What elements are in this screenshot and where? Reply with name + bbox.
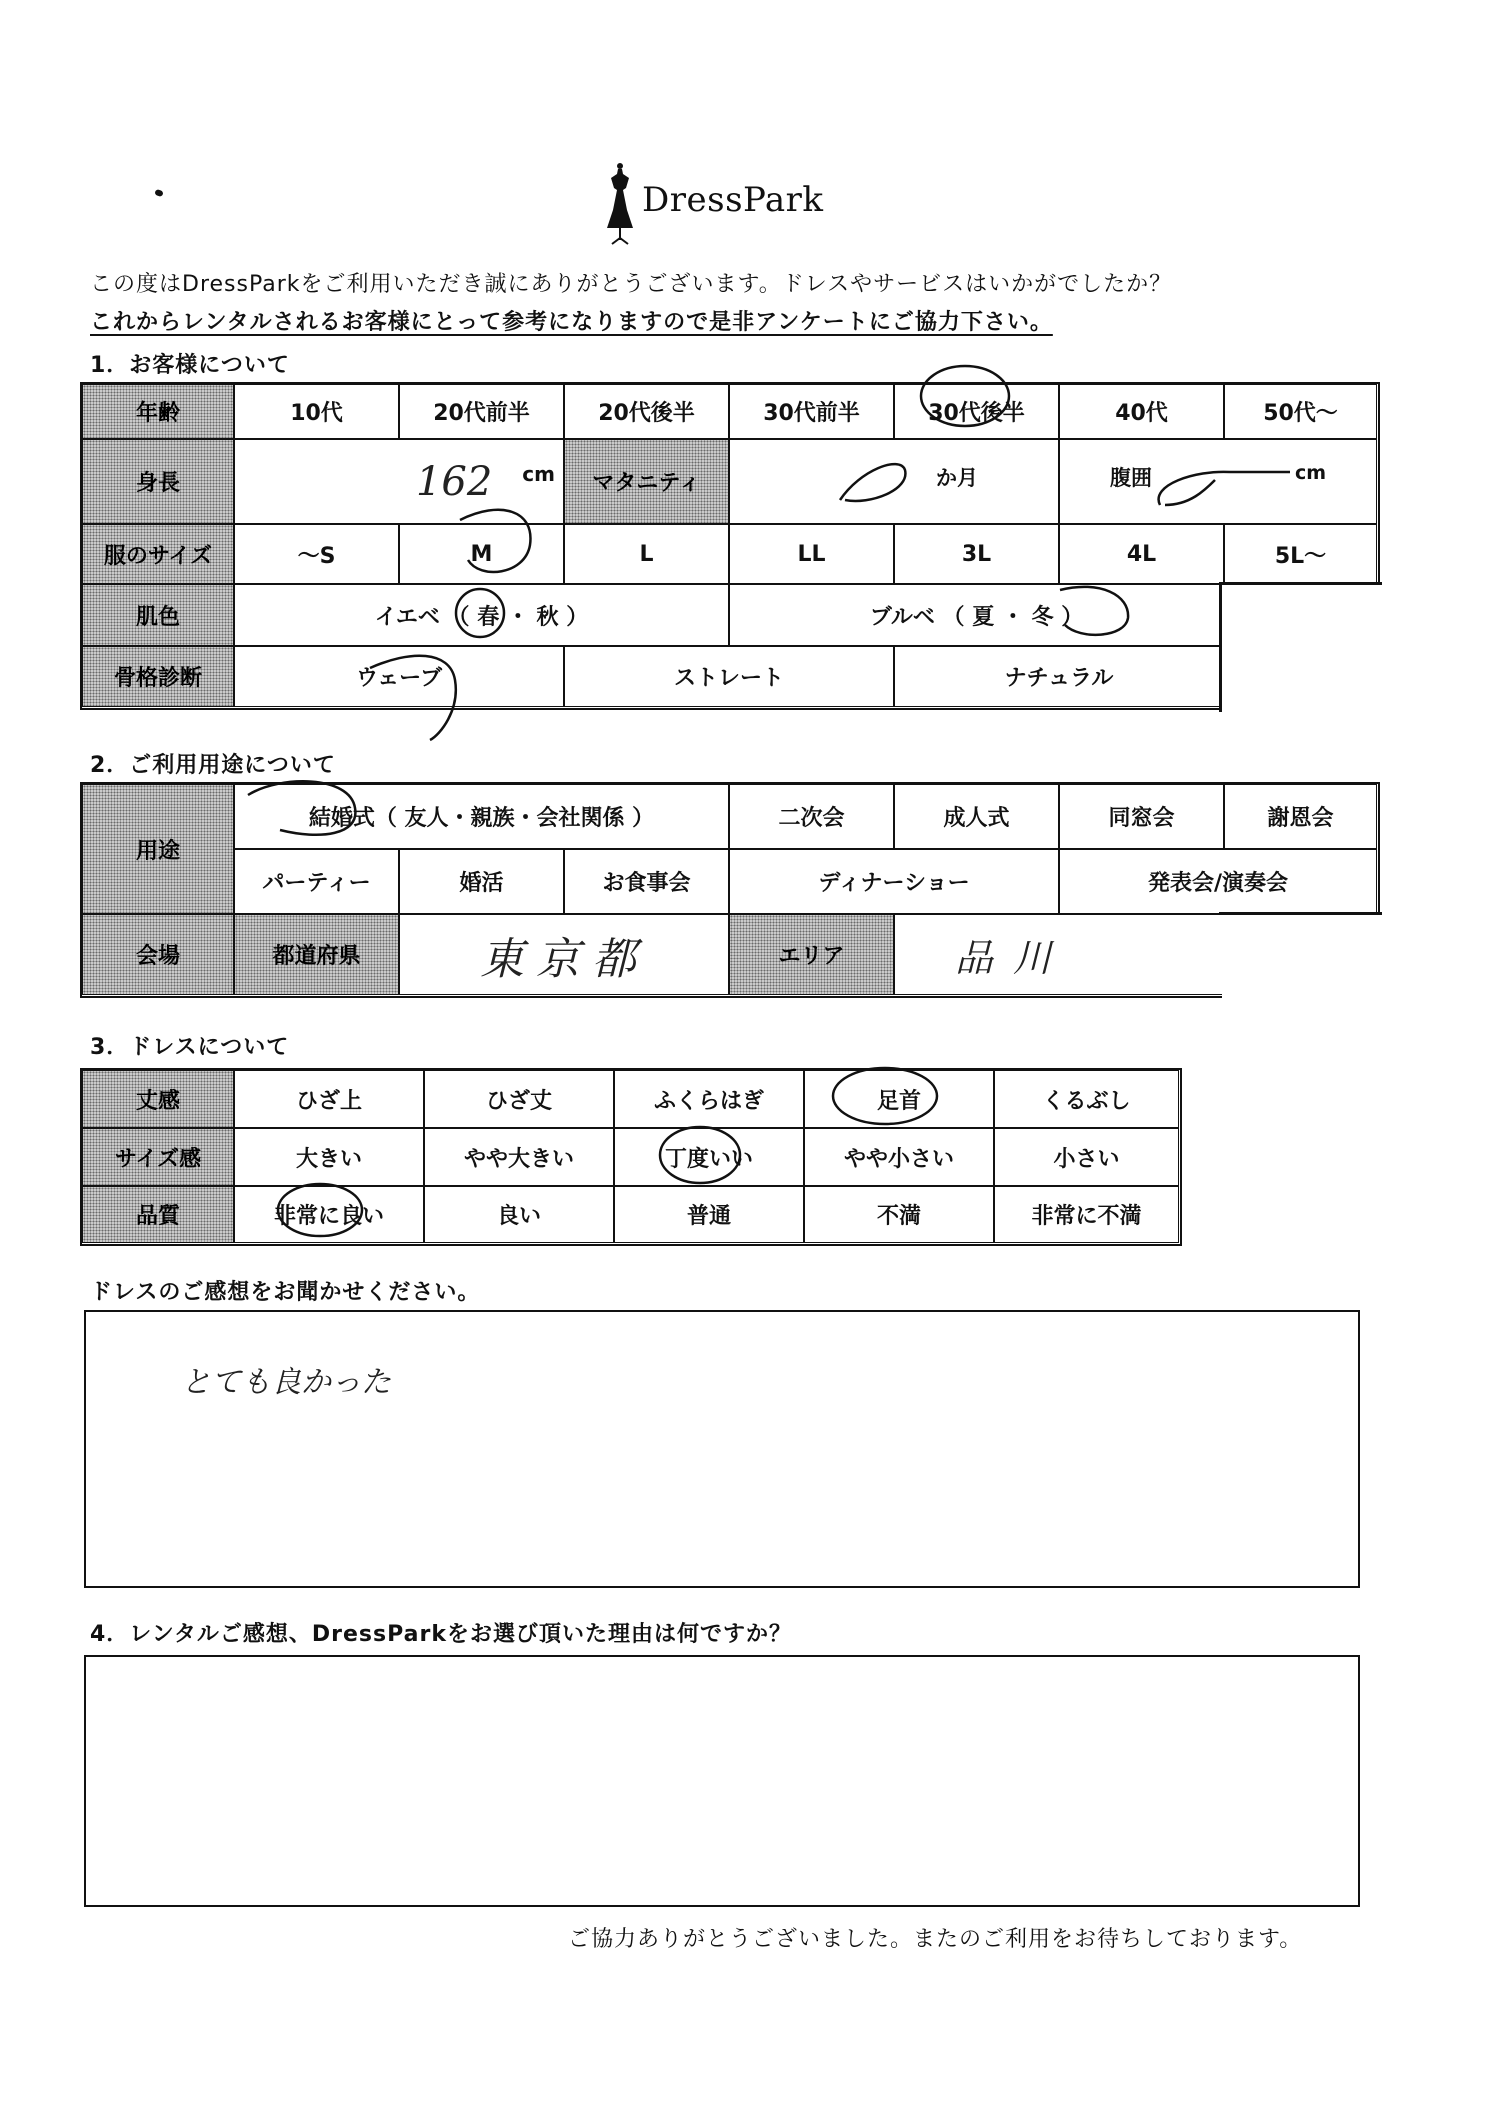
purpose-table bbox=[80, 782, 1380, 998]
quality-label: 品質 bbox=[82, 1186, 234, 1243]
frame-label: 骨格診断 bbox=[82, 646, 234, 707]
length-option[interactable]: ひざ丈 bbox=[424, 1070, 614, 1128]
purpose-option[interactable]: 婚活 bbox=[399, 849, 564, 914]
table-edge bbox=[1219, 912, 1382, 915]
height-label: 身長 bbox=[82, 439, 234, 524]
purpose-wedding-selected[interactable]: 結婚式（ 友人・親族・会社関係 ） bbox=[234, 784, 729, 849]
height-field[interactable] bbox=[234, 439, 564, 524]
size-option[interactable]: 5L～ bbox=[1224, 524, 1377, 584]
quality-option[interactable]: 普通 bbox=[614, 1186, 804, 1243]
section3-title: 3．ドレスについて bbox=[90, 1035, 290, 1060]
age-option[interactable]: 30代前半 bbox=[729, 384, 894, 439]
waist-label: 腹囲 bbox=[1110, 466, 1152, 490]
size-label: 服のサイズ bbox=[82, 524, 234, 584]
brand-name: DressPark bbox=[642, 180, 824, 220]
age-option[interactable]: 40代 bbox=[1059, 384, 1224, 439]
length-option[interactable]: ひざ上 bbox=[234, 1070, 424, 1128]
footer-thanks: ご協力ありがとうございました。またのご利用をお待ちしております。 bbox=[568, 1927, 1303, 1952]
table-edge bbox=[1219, 642, 1221, 644]
height-value: 162 bbox=[415, 458, 493, 505]
fit-option[interactable]: やや小さい bbox=[804, 1128, 994, 1186]
frame-option[interactable]: ナチュラル bbox=[894, 646, 1224, 707]
area-label: エリア bbox=[729, 914, 894, 995]
frame-option[interactable]: ストレート bbox=[564, 646, 894, 707]
size-option[interactable]: L bbox=[564, 524, 729, 584]
maternity-unit: か月 bbox=[936, 466, 978, 490]
purpose-label: 用途 bbox=[82, 784, 234, 914]
brand-logo bbox=[600, 160, 840, 250]
prefecture-label: 都道府県 bbox=[234, 914, 399, 995]
age-option[interactable]: 20代前半 bbox=[399, 384, 564, 439]
stray-mark bbox=[154, 189, 164, 197]
waist-field[interactable] bbox=[1059, 439, 1377, 524]
prefecture-field[interactable] bbox=[399, 914, 729, 995]
section2-title: 2．ご利用用途について bbox=[90, 753, 336, 778]
quality-option[interactable]: 良い bbox=[424, 1186, 614, 1243]
height-unit: cm bbox=[522, 462, 555, 486]
maternity-label: マタニティ bbox=[564, 439, 729, 524]
impression-box[interactable] bbox=[84, 1310, 1360, 1588]
maternity-field[interactable] bbox=[729, 439, 1059, 524]
intro-text: この度はDressParkをご利用いただき誠にありがとうございます。ドレスやサービスはいかがでしたか？ bbox=[90, 272, 1173, 297]
age-option[interactable]: 20代後半 bbox=[564, 384, 729, 439]
length-label: 丈感 bbox=[82, 1070, 234, 1128]
quality-option-selected[interactable]: 非常に良い bbox=[234, 1186, 424, 1243]
impression-answer: とても良かった bbox=[181, 1365, 391, 1400]
skin-yellow-option[interactable]: イエベ （ 春 ・ 秋 ） bbox=[234, 584, 729, 646]
age-label: 年齢 bbox=[82, 384, 234, 439]
area-value: 品川 bbox=[955, 936, 1072, 980]
table-edge bbox=[1219, 582, 1382, 585]
impression-prompt: ドレスのご感想をお聞かせください。 bbox=[90, 1280, 481, 1305]
length-option[interactable]: くるぶし bbox=[994, 1070, 1179, 1128]
size-option[interactable]: 3L bbox=[894, 524, 1059, 584]
length-option-selected[interactable]: 足首 bbox=[804, 1070, 994, 1128]
intro-request: これからレンタルされるお客様にとって参考になりますので是非アンケートにご協力下さい。 bbox=[90, 310, 1053, 335]
prefecture-value: 東京都 bbox=[480, 933, 648, 985]
size-option[interactable]: LL bbox=[729, 524, 894, 584]
section1-title: 1．お客様について bbox=[90, 353, 290, 378]
fit-label: サイズ感 bbox=[82, 1128, 234, 1186]
purpose-option[interactable]: 成人式 bbox=[894, 784, 1059, 849]
purpose-option[interactable]: ディナーショー bbox=[729, 849, 1059, 914]
fit-option[interactable]: やや大きい bbox=[424, 1128, 614, 1186]
size-option[interactable]: ～S bbox=[234, 524, 399, 584]
area-field[interactable] bbox=[894, 914, 1224, 995]
purpose-option[interactable]: パーティー bbox=[234, 849, 399, 914]
length-option[interactable]: ふくらはぎ bbox=[614, 1070, 804, 1128]
dress-form-icon bbox=[600, 160, 640, 250]
reason-box[interactable] bbox=[84, 1655, 1360, 1907]
purpose-option[interactable]: 発表会/演奏会 bbox=[1059, 849, 1377, 914]
table-edge-mask bbox=[1219, 584, 1389, 714]
quality-option[interactable]: 非常に不満 bbox=[994, 1186, 1179, 1243]
waist-unit: cm bbox=[1294, 462, 1326, 484]
purpose-option[interactable]: お食事会 bbox=[564, 849, 729, 914]
purpose-option[interactable]: 謝恩会 bbox=[1224, 784, 1377, 849]
fit-option-selected[interactable]: 丁度いい bbox=[614, 1128, 804, 1186]
purpose-option[interactable]: 二次会 bbox=[729, 784, 894, 849]
table-edge bbox=[1219, 582, 1222, 712]
skin-blue-option[interactable]: ブルベ （ 夏 ・ 冬 ） bbox=[729, 584, 1224, 646]
skin-label: 肌色 bbox=[82, 584, 234, 646]
purpose-option[interactable]: 同窓会 bbox=[1059, 784, 1224, 849]
customer-table bbox=[80, 382, 1380, 710]
quality-option[interactable]: 不満 bbox=[804, 1186, 994, 1243]
venue-label: 会場 bbox=[82, 914, 234, 995]
size-option[interactable]: 4L bbox=[1059, 524, 1224, 584]
age-option[interactable]: 10代 bbox=[234, 384, 399, 439]
dress-table bbox=[80, 1068, 1182, 1246]
fit-option[interactable]: 大きい bbox=[234, 1128, 424, 1186]
size-option-selected[interactable]: M bbox=[399, 524, 564, 584]
section4-title: 4．レンタルご感想、DressParkをお選び頂いた理由は何ですか？ bbox=[90, 1622, 792, 1647]
table-edge-mask bbox=[1222, 913, 1387, 1003]
frame-option-selected[interactable]: ウェーブ bbox=[234, 646, 564, 707]
fit-option[interactable]: 小さい bbox=[994, 1128, 1179, 1186]
age-option[interactable]: 50代～ bbox=[1224, 384, 1377, 439]
age-option-selected[interactable]: 30代後半 bbox=[894, 384, 1059, 439]
